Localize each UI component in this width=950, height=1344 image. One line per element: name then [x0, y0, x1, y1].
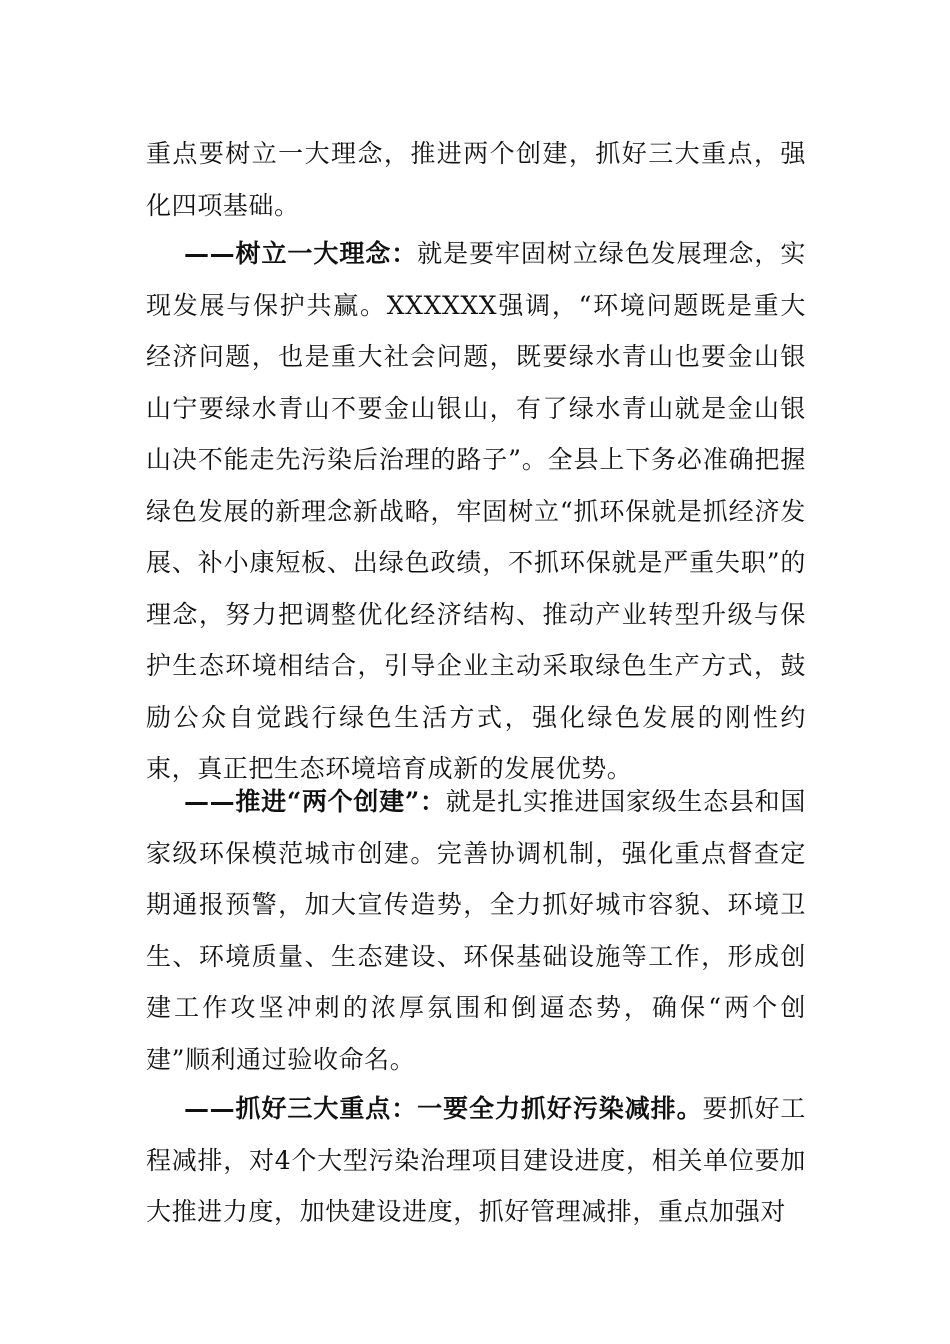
section-three-paragraph	[146, 1083, 806, 1238]
section-two-paragraph	[146, 776, 806, 1085]
intro-paragraph: 重点要树立一大理念，推进两个创建，抓好三大重点，强化四项基础。	[146, 139, 806, 220]
section-three-subheading: 一要全力抓好污染减排。	[417, 1094, 703, 1123]
section-two-heading: ——推进“两个创建”：	[184, 787, 446, 816]
section-three-heading: ——抓好三大重点：	[184, 1094, 418, 1123]
section-idea-heading: ——树立一大理念：	[184, 239, 418, 268]
section-three-body: 要抓好工程减排，对4个大型污染治理项目建设进度，相关单位要加大推进力度，加快建设进度，抓好管理减排，重点加强对	[146, 1094, 806, 1226]
section-idea-body: 就是要牢固树立绿色发展理念，实现发展与保护共赢。XXXXXX强调，“环境问题既是重大经济问题，也是重大社会问题，既要绿水青山也要金山银山宁要绿水青山不要金山银山，有了绿水青山就是金山银山决不能走先污染后治理的路子”。全县上下务必准确把握绿色发展的新理念新战略，牢固树立“抓环保就是抓经济发展、补小康短板、出绿色政绩，不抓环保就是严重失职”的理念，努力把调整优化经济结构、推动产业转型升级与保护生态环境相结合，引导企业主动采取绿色生产方式，鼓励公众自觉践行绿色生活方式，强化绿色发展的刚性约束，真正把生态环境培育成新的发展优势。	[146, 239, 806, 783]
section-idea-paragraph	[146, 228, 806, 795]
section-two-body: 就是扎实推进国家级生态县和国家级环保模范城市创建。完善协调机制，强化重点督查定期通报预警，加大宣传造势，全力抓好城市容貌、环境卫生、环境质量、生态建设、环保基础设施等工作，形成创建工作攻坚冲刺的浓厚氛围和倒逼态势，确保“两个创建”顺利通过验收命名。	[146, 787, 806, 1074]
